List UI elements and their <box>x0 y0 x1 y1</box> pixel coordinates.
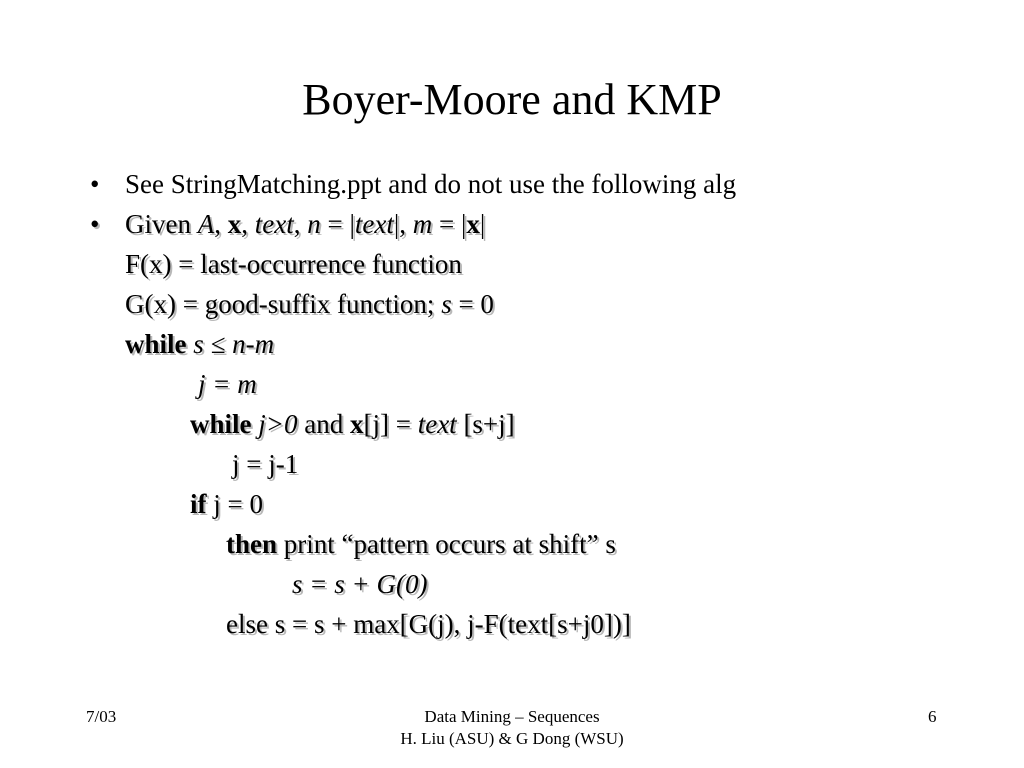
algorithm-shift-line: s = s + G(0) <box>292 569 428 599</box>
footer-date: 7/03 <box>86 707 117 726</box>
footer-course: Data Mining – Sequences <box>424 707 600 726</box>
algorithm-f-line: F(x) = last-occurrence function <box>125 249 462 279</box>
algorithm-while-outer: while s ≤ n-m <box>125 329 275 359</box>
footer-center <box>312 706 712 750</box>
algorithm-j-decrement: j = j-1 <box>232 449 299 479</box>
bullet-item-1: See StringMatching.ppt and do not use the following alg <box>125 169 737 199</box>
algorithm-while-inner: while j>0 and x[j] = text [s+j] <box>190 409 515 439</box>
algorithm-then-line: then print “pattern occurs at shift” s <box>226 529 616 559</box>
bullet-marker: • <box>90 169 100 199</box>
slide-title: Boyer-Moore and KMP <box>302 75 722 124</box>
bullet-marker: • <box>90 209 100 239</box>
algorithm-given-line: Given A, x, text, n = |text|, m = |x| <box>125 209 486 239</box>
algorithm-g-line: G(x) = good-suffix function; s = 0 <box>125 289 494 319</box>
algorithm-else-line: else s = s + max[G(j), j-F(text[s+j0])] <box>226 609 631 639</box>
footer-page-number: 6 <box>928 707 937 726</box>
algorithm-j-assign: j = m <box>198 369 257 399</box>
footer-authors: H. Liu (ASU) & G Dong (WSU) <box>400 729 624 748</box>
algorithm-if-line: if j = 0 <box>190 489 263 519</box>
